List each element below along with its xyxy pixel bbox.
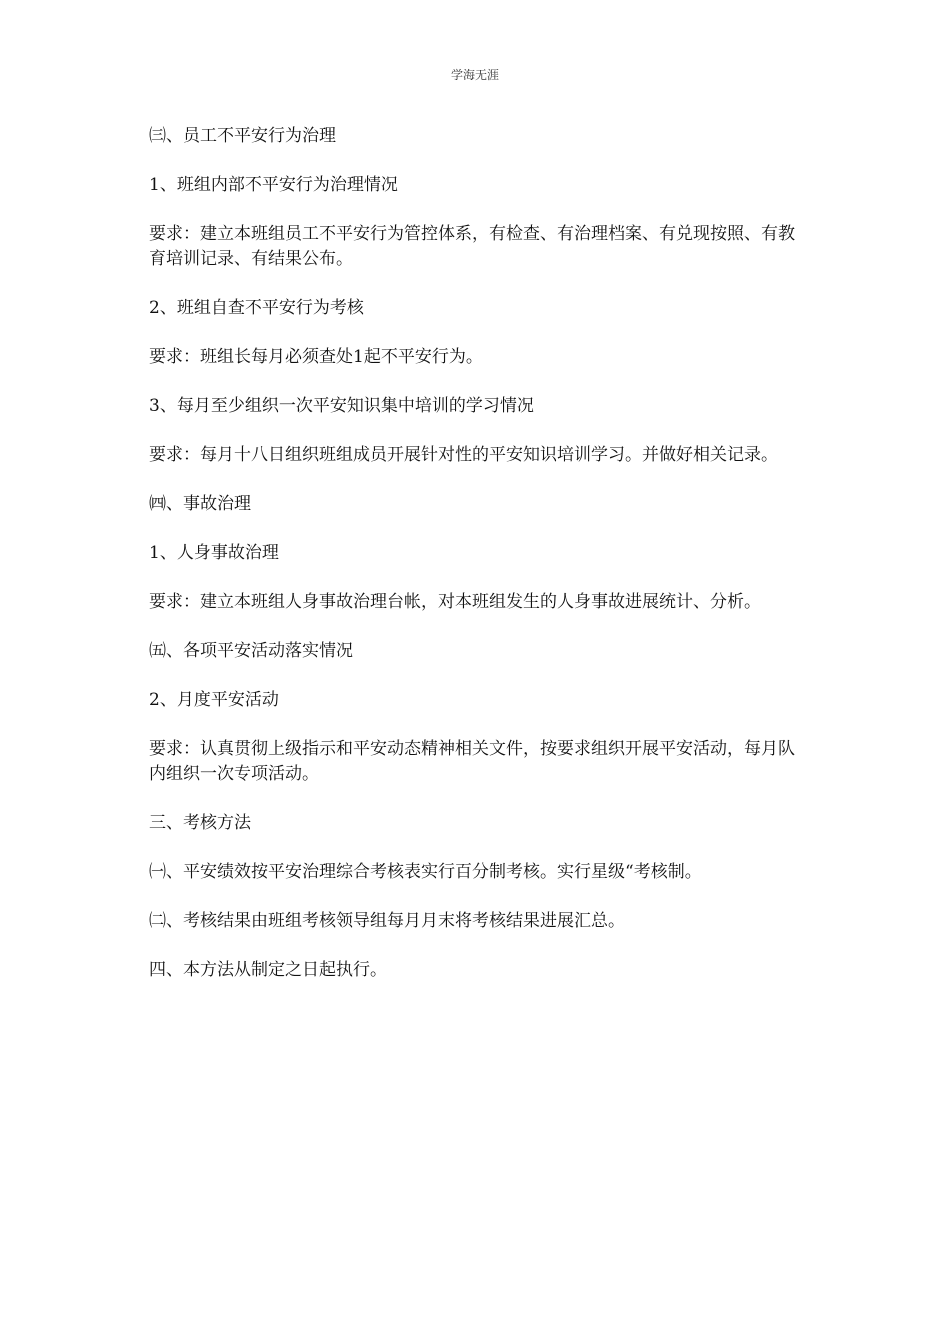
- item-heading: 2、班组自查不平安行为考核: [149, 298, 364, 318]
- requirement-text: 要求：每月十八日组织班组成员开展针对性的平安知识培训学习。并做好相关记录。: [149, 445, 778, 465]
- assessment-item: ㈠、平安绩效按平安治理综合考核表实行百分制考核。实行星级“考核制。: [149, 862, 702, 882]
- section-heading-assessment: 三、考核方法: [149, 813, 251, 833]
- page-header: 学海无涯: [450, 68, 499, 82]
- item-heading: 1、班组内部不平安行为治理情况: [149, 175, 398, 195]
- section-heading-effective: 四、本方法从制定之日起执行。: [149, 960, 387, 980]
- section-heading-4: ㈣、事故治理: [149, 494, 251, 514]
- item-heading: 3、每月至少组织一次平安知识集中培训的学习情况: [149, 396, 534, 416]
- requirement-text: 要求：认真贯彻上级指示和平安动态精神相关文件，按要求组织开展平安活动，每月队内组织一次专项活动。: [149, 739, 795, 784]
- requirement-text: 要求：班组长每月必须查处1起不平安行为。: [149, 347, 483, 367]
- section-heading-5: ㈤、各项平安活动落实情况: [149, 641, 353, 661]
- section-heading-3: ㈢、员工不平安行为治理: [149, 126, 336, 146]
- item-heading: 2、月度平安活动: [149, 690, 279, 710]
- requirement-text: 要求：建立本班组人身事故治理台帐，对本班组发生的人身事故进展统计、分析。: [149, 592, 761, 612]
- item-heading: 1、人身事故治理: [149, 543, 279, 563]
- requirement-text: 要求：建立本班组员工不平安行为管控体系，有检查、有治理档案、有兑现按照、有教育培训记录、有结果公布。: [149, 224, 795, 269]
- document-body: [149, 124, 809, 1007]
- assessment-item: ㈡、考核结果由班组考核领导组每月月末将考核结果进展汇总。: [149, 911, 625, 931]
